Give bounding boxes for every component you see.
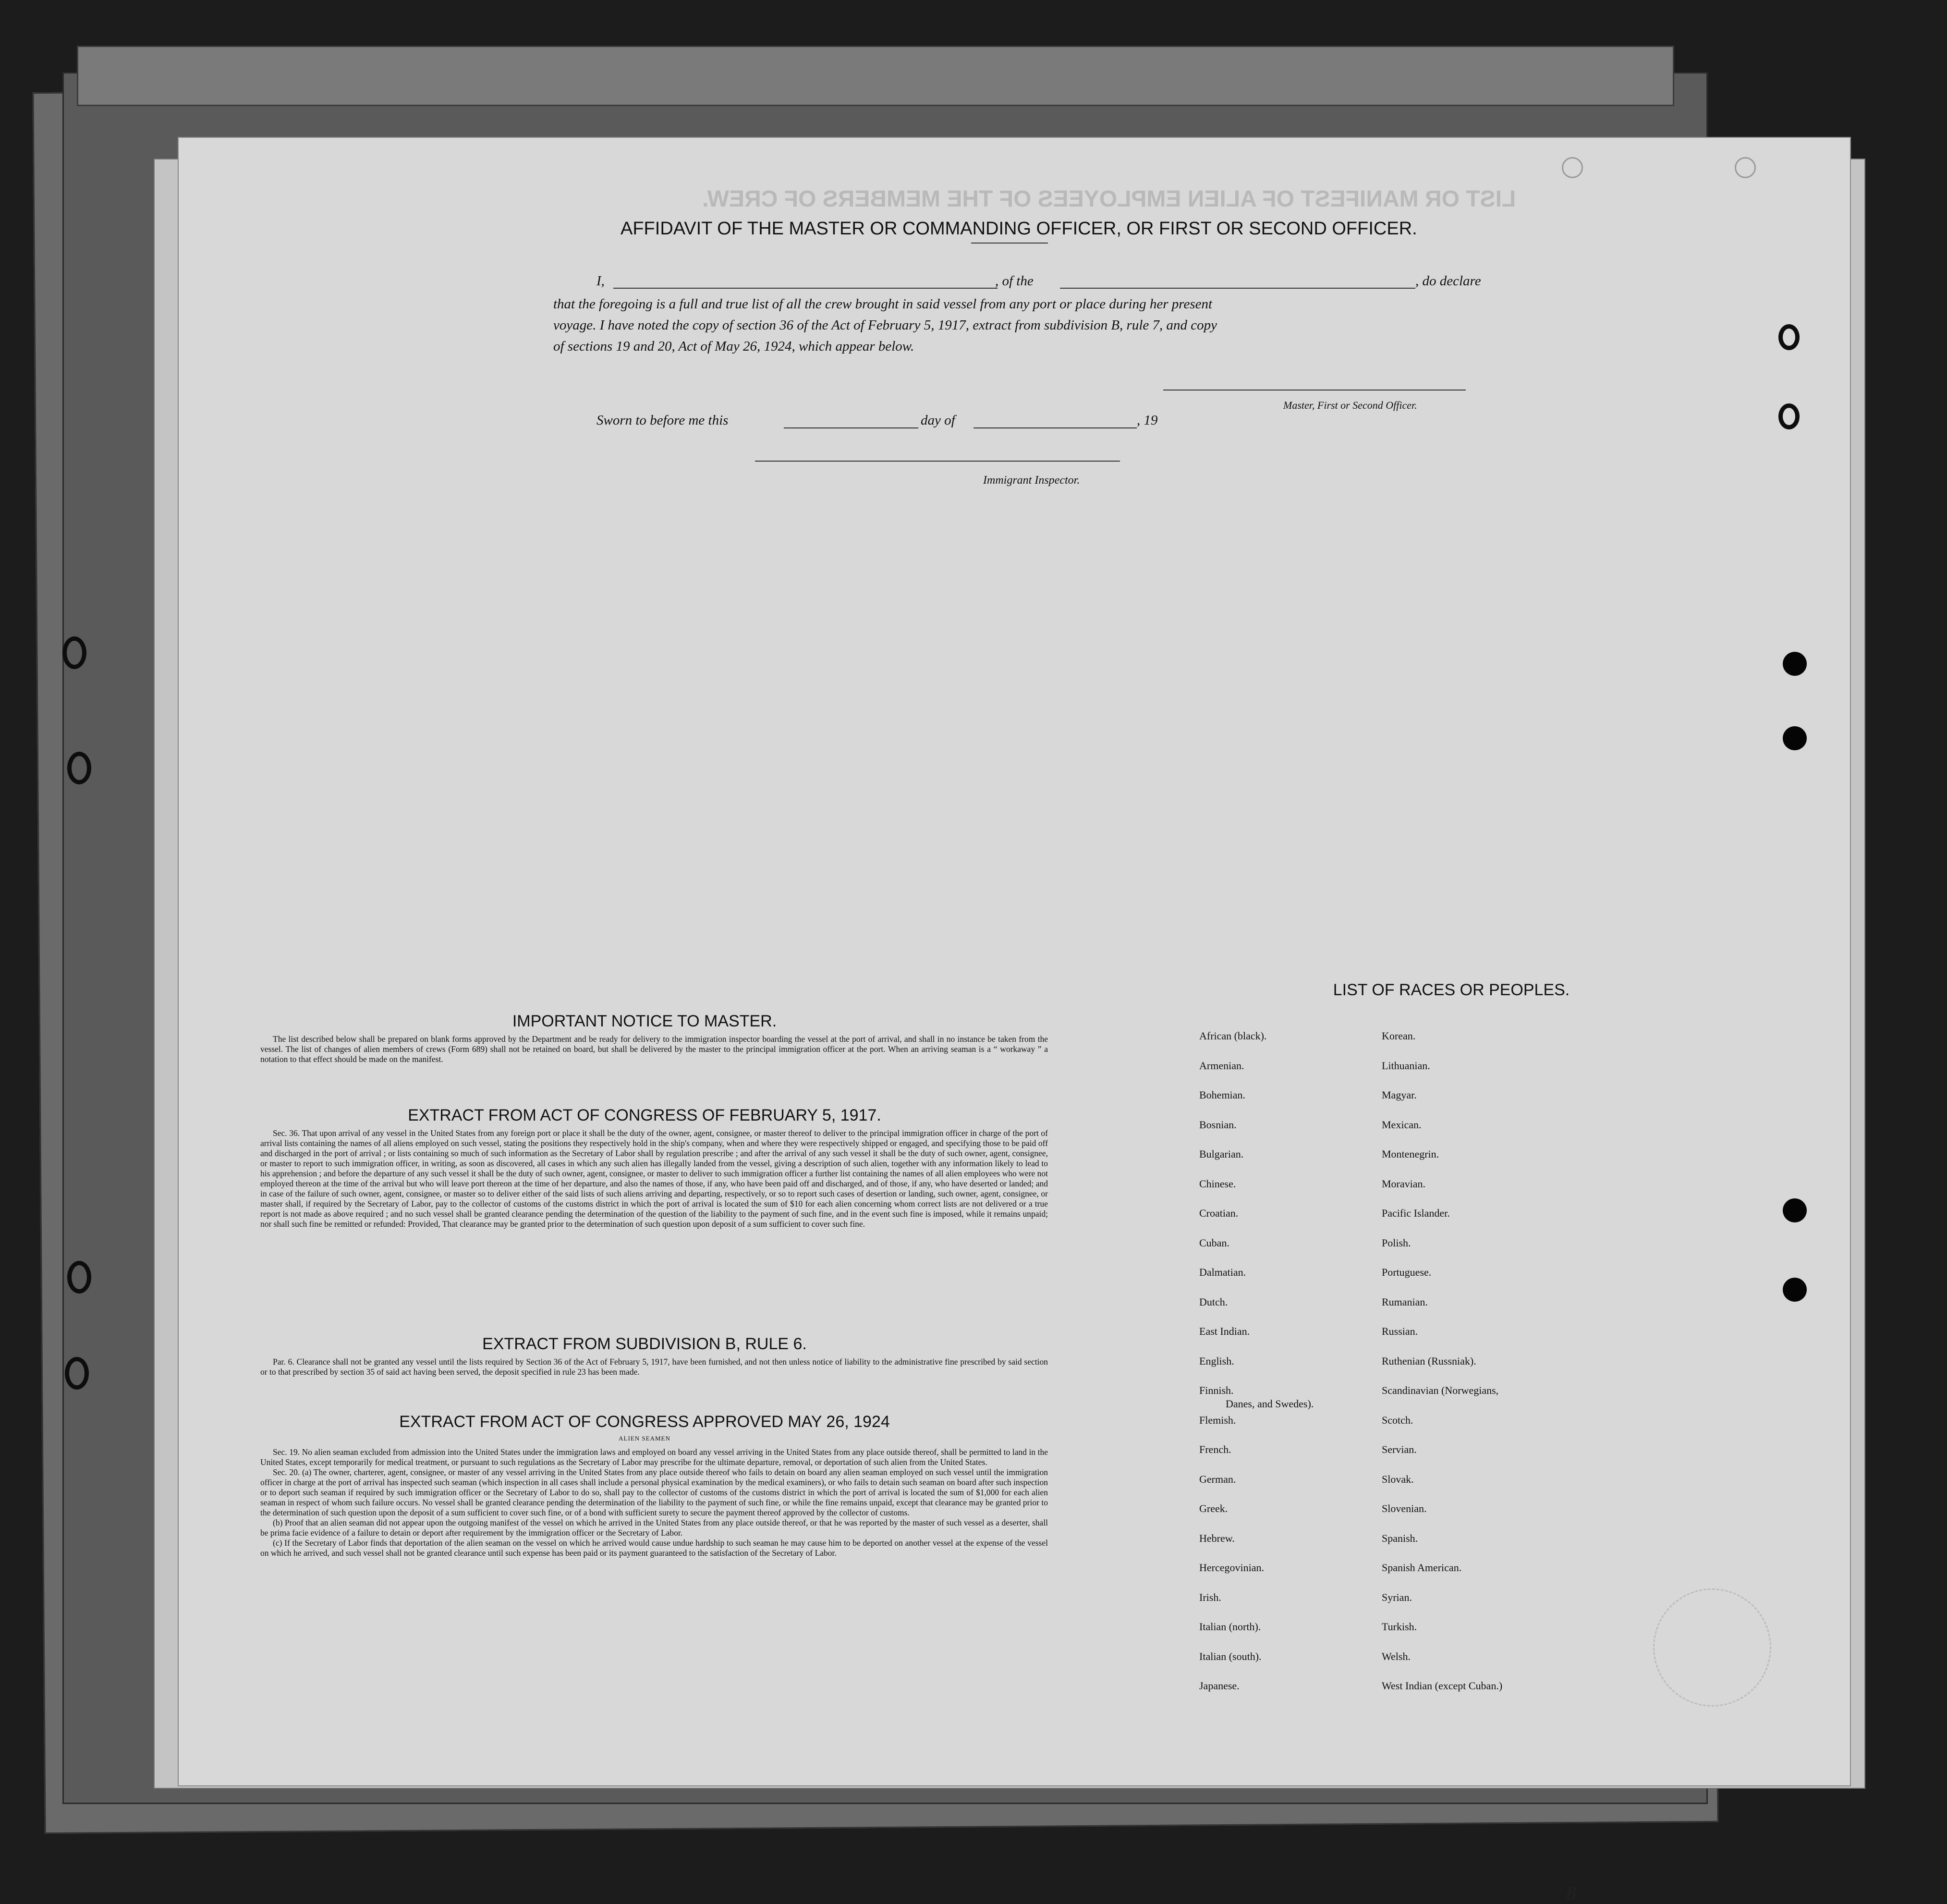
race-item: Scandinavian (Norwegians,: [1382, 1384, 1499, 1396]
sec-20c: (c) If the Secretary of Labor finds that deportation of the alien seaman on the vessel on which he arrived would cause undue hardship to such seaman he may cause him to be deported on another vessel at the expense of the vessel on which he arrived, and such vessel shall not be granted clearance until such expense has been paid or its payment guaranteed to the satisfaction of the Secretary of Labor.: [260, 1538, 1048, 1558]
inspector-signature-field[interactable]: [755, 461, 1120, 462]
extract-1924-title: EXTRACT FROM ACT OF CONGRESS APPROVED MAY 26, 1924: [399, 1413, 890, 1431]
race-item: Ruthenian (Russniak).: [1382, 1355, 1476, 1367]
race-item: Turkish.: [1382, 1621, 1417, 1633]
race-item: Spanish American.: [1382, 1562, 1462, 1574]
corner-mark: 8: [1567, 1882, 1576, 1904]
race-item: Pacific Islander.: [1382, 1207, 1450, 1219]
races-title: LIST OF RACES OR PEOPLES.: [1333, 981, 1570, 999]
race-item: Welsh.: [1382, 1650, 1411, 1662]
extract-rule6-title: EXTRACT FROM SUBDIVISION B, RULE 6.: [482, 1335, 807, 1353]
race-item: Syrian.: [1382, 1591, 1412, 1603]
sworn-month-field[interactable]: [974, 427, 1137, 428]
race-item: Bulgarian.: [1199, 1148, 1244, 1160]
race-item: Bosnian.: [1199, 1118, 1237, 1131]
race-item: Moravian.: [1382, 1177, 1426, 1190]
race-item: Montenegrin.: [1382, 1148, 1439, 1160]
race-item: French.: [1199, 1443, 1231, 1455]
affidavit-title: AFFIDAVIT OF THE MASTER OR COMMANDING OFFICER, OR FIRST OR SECOND OFFICER.: [621, 219, 1417, 239]
affidavit-line-3: voyage. I have noted the copy of section 36 of the Act of February 5, 1917, extract from subdivision B, rule 7, and copy: [553, 317, 1217, 333]
race-item: Dutch.: [1199, 1295, 1228, 1308]
binder-hole: [1783, 1198, 1807, 1222]
race-item: Magyar.: [1382, 1089, 1417, 1101]
punch-mark: [1735, 157, 1756, 178]
vessel-name-field[interactable]: [1060, 288, 1415, 289]
master-name-field[interactable]: [613, 288, 998, 289]
race-item: Slovenian.: [1382, 1502, 1427, 1514]
race-item: Hercegovinian.: [1199, 1562, 1264, 1574]
punch-mark: [1562, 157, 1583, 178]
binder-hole-ring: [1778, 324, 1800, 350]
sworn-year: , 19: [1137, 413, 1158, 428]
binder-hole: [1783, 726, 1807, 750]
bleed-through-header: LIST OR MANIFEST OF ALIEN EMPLOYEES OF THE MEMBERS OF CREW.: [702, 186, 1516, 212]
race-item: Bohemian.: [1199, 1089, 1245, 1101]
race-item: Greek.: [1199, 1502, 1228, 1514]
race-item: Servian.: [1382, 1443, 1417, 1455]
race-item: Danes, and Swedes).: [1226, 1398, 1314, 1410]
binder-hole-ring: [67, 1261, 91, 1294]
race-item: English.: [1199, 1355, 1234, 1367]
race-item: Portuguese.: [1382, 1266, 1432, 1278]
race-item: Mexican.: [1382, 1118, 1422, 1131]
binder-hole: [1783, 1278, 1807, 1302]
race-item: Chinese.: [1199, 1177, 1236, 1190]
binder-hole-ring: [67, 752, 91, 784]
binder-hole-ring: [65, 1357, 89, 1390]
race-item: Cuban.: [1199, 1236, 1229, 1249]
race-item: West Indian (except Cuban.): [1382, 1680, 1503, 1692]
inspector-label: Immigrant Inspector.: [983, 474, 1080, 487]
master-signature-label: Master, First or Second Officer.: [1283, 399, 1417, 411]
sec-19: Sec. 19. No alien seaman excluded from admission into the United States under the immigration laws and employed on board any vessel arriving in the United States from any place outside thereof, shall be permitted to land in the United States, except temporarily for medical treatment, or pursuant to such regulations as the Secretary of Labor may prescribe for the ultimate departure, removal, or deportation of such alien from the United States.: [260, 1447, 1048, 1467]
affidavit-i: I,: [596, 273, 605, 289]
race-item: Russian.: [1382, 1325, 1418, 1337]
extract-1924-text: [260, 1447, 1048, 1558]
sec-20b: (b) Proof that an alien seaman did not appear upon the outgoing manifest of the vessel on which he arrived in the United States from any place outside thereof, or that he was reported by the master of such vessel as a deserter, shall be prima facie evidence of a failure to detain or deport after requirement by the immigration officer or the Secretary of Labor.: [260, 1518, 1048, 1538]
affidavit-line-2: that the foregoing is a full and true list of all the crew brought in said vessel from any port or place during her present: [553, 296, 1213, 312]
race-item: Hebrew.: [1199, 1532, 1235, 1544]
race-item: Italian (north).: [1199, 1621, 1261, 1633]
extract-1917-text: Sec. 36. That upon arrival of any vessel in the United States from any foreign port or place it shall be the duty of the owner, agent, consignee, or master thereof to deliver to the principal immigration officer in charge of the port of arrival lists containing the names of all aliens employed on such vessel, stating the positions they respectively hold in the ship's company, when and where they were respectively shipped or engaged, and specifying those to be paid off and discharged in the port of arrival ; or lists containing so much of such information as the Secretary of Labor shall by regulation prescribe ; and after the arrival of any such vessel it shall be the duty of such owner, agent, consignee, or master to report to such immigration officer, in writing, as soon as discovered, all cases in which any such alien has illegally landed from the vessel, giving a description of such alien, together with any information likely to lead to his apprehension ; and before the departure of any such vessel it shall be the duty of such owner, agent, consignee, or master to deliver to such immigration officer a further list containing the names of all alien employees who were not employed thereon at the time of the arrival but who will leave port thereon at the time of her departure, and also the names of those, if any, who have been paid off and discharged, and of those, if any, who have deserted or landed; and in case of the failure of such owner, agent, consignee, or master so to deliver either of the said lists of such aliens arriving and departing, respectively, or so to report such cases of desertion or landing, such owner, agent, consignee, or master shall, if required by the Secretary of Labor, pay to the collector of customs of the customs district in which the port of arrival is located the sum of $10 for each alien concerning whom correct lists are not delivered or a true report is not made as above required ; and no such vessel shall be granted clearance pending the determination of the question of the liability to the payment of such fine, and in the event such fine is imposed, while it remains unpaid; nor shall such fine be remitted or refunded: Provided, That clearance may be granted prior to the determination of such question upon deposit of a sum sufficient to cover such fine.: [260, 1128, 1048, 1229]
race-item: Rumanian.: [1382, 1295, 1428, 1308]
race-item: African (black).: [1199, 1030, 1267, 1042]
race-item: Polish.: [1382, 1236, 1411, 1249]
document-sheet: [178, 137, 1851, 1904]
race-item: Italian (south).: [1199, 1650, 1262, 1662]
race-item: Dalmatian.: [1199, 1266, 1246, 1278]
race-item: Japanese.: [1199, 1680, 1240, 1692]
affidavit-line-4: of sections 19 and 20, Act of May 26, 1924, which appear below.: [553, 339, 914, 354]
notice-title: IMPORTANT NOTICE TO MASTER.: [512, 1012, 777, 1030]
sec-20a: Sec. 20. (a) The owner, charterer, agent, consignee, or master of any vessel arriving in the United States from any place outside thereof who fails to detain on board any alien seaman employed on such vessel until the immigration officer in charge at the port of arrival has inspected such seaman (which inspection in all cases shall include a personal physical examination by the medical examiners), or who fails to detain such seaman on board after such inspection or to deport such seaman if required by such immigration officer or the Secretary of Labor to do so, shall pay to the collector of customs of the customs district in which the port of arrival is located the sum of $1,000 for each alien seaman in respect of whom such failure occurs. No vessel shall be granted clearance pending the determination of the liability to the payment of such fine, or while the fine remains unpaid, except that clearance may be granted prior to the determination of such question upon the deposit of a sum sufficient to cover such fine, or of a bond with sufficient surety to secure the payment thereof approved by the collector of customs.: [260, 1467, 1048, 1517]
race-item: East Indian.: [1199, 1325, 1250, 1337]
race-item: Irish.: [1199, 1591, 1221, 1603]
race-item: Scotch.: [1382, 1414, 1413, 1426]
back-page-top-edge: [77, 46, 1674, 106]
binder-hole: [1783, 652, 1807, 676]
faint-seal: [1653, 1588, 1771, 1707]
race-item: Flemish.: [1199, 1414, 1236, 1426]
race-item: Armenian.: [1199, 1059, 1244, 1072]
race-item: Finnish.: [1199, 1384, 1234, 1396]
sworn-day-field[interactable]: [784, 427, 918, 428]
race-item: German.: [1199, 1473, 1236, 1485]
race-item: Spanish.: [1382, 1532, 1418, 1544]
notice-text: The list described below shall be prepared on blank forms approved by the Department and be ready for delivery to the immigration inspector boarding the vessel at the port of arrival, and shall in no instance be taken from the vessel. The list of changes of alien members of crews (Form 689) shall not be retained on board, but shall be delivered by the master to the principal immigration officer at the port. When an arriving seaman is a “ workaway ” a notation to that effect should be made on the manifest.: [260, 1034, 1048, 1064]
binder-hole-ring: [62, 636, 86, 669]
extract-rule6-text: Par. 6. Clearance shall not be granted any vessel until the lists required by Section 36 of the Act of February 5, 1917, have been furnished, and not then unless notice of liability to the administrative fine prescribed by said section or to that prescribed by section 35 of said act having been served, the deposit specified in rule 23 has been made.: [260, 1357, 1048, 1377]
race-item: Korean.: [1382, 1030, 1416, 1042]
affidavit-declare: , do declare: [1415, 273, 1481, 289]
sworn-day-of: day of: [921, 413, 955, 428]
binder-hole-ring: [1778, 403, 1800, 429]
race-item: Slovak.: [1382, 1473, 1414, 1485]
alien-seamen-subtitle: ALIEN SEAMEN: [619, 1435, 670, 1442]
race-item: Lithuanian.: [1382, 1059, 1430, 1072]
extract-1917-title: EXTRACT FROM ACT OF CONGRESS OF FEBRUARY 5, 1917.: [408, 1106, 881, 1124]
affidavit-of-the: , of the: [995, 273, 1034, 289]
master-signature-field[interactable]: [1163, 390, 1466, 391]
sworn-prefix: Sworn to before me this: [596, 413, 729, 428]
race-item: Croatian.: [1199, 1207, 1239, 1219]
